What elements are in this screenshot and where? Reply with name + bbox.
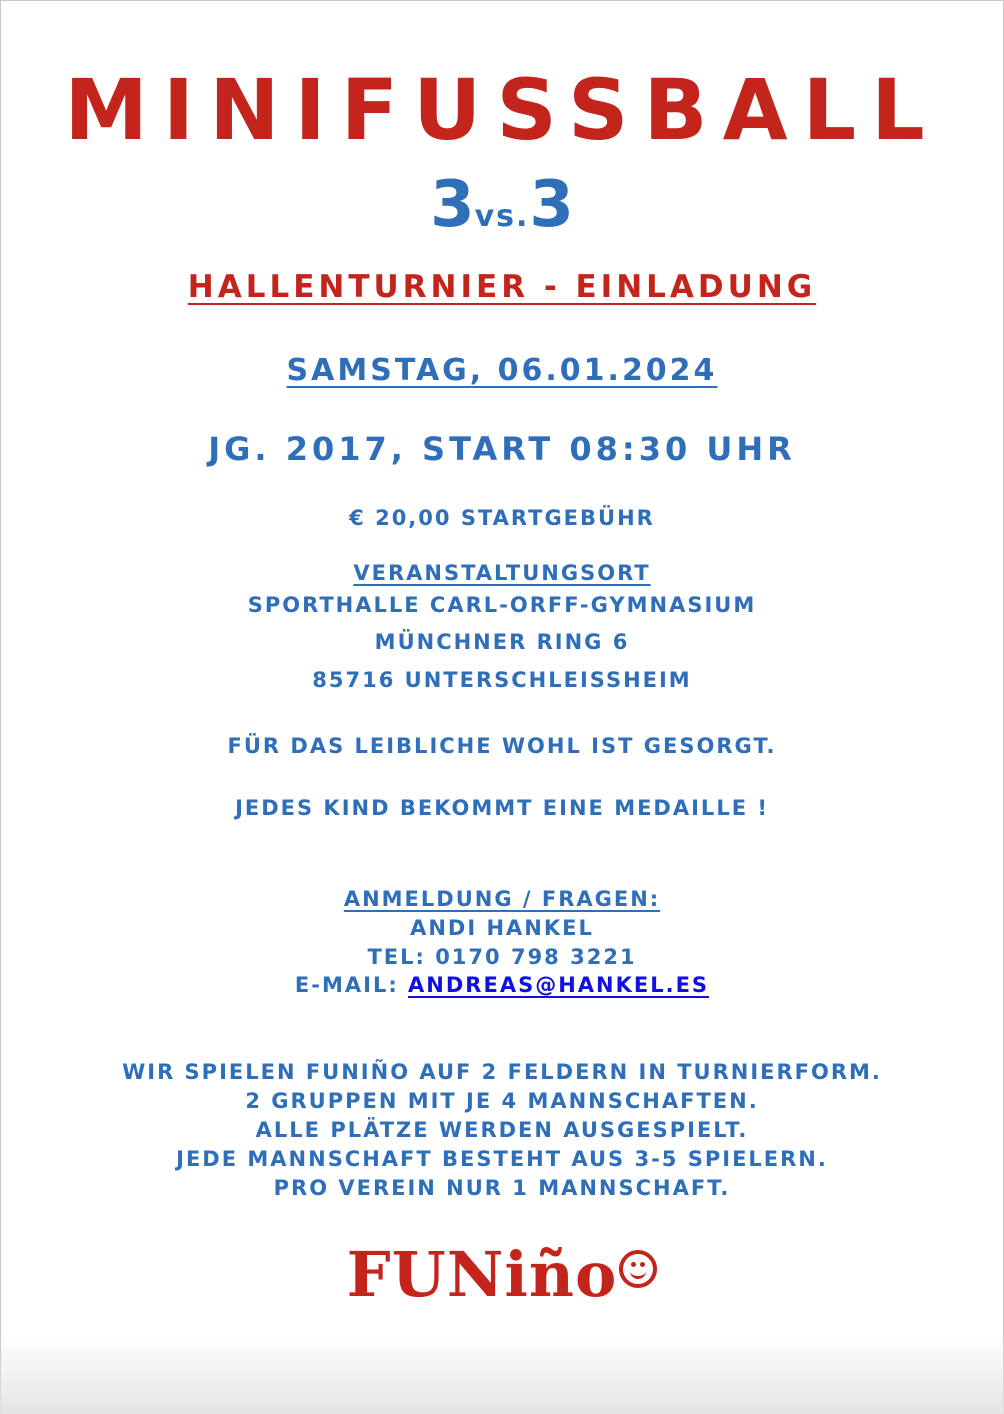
venue-street: MÜNCHNER RING 6	[374, 630, 630, 654]
rules-line: PRO VEREIN NUR 1 MANNSCHAFT.	[273, 1176, 731, 1200]
rules-line: JEDE MANNSCHAFT BESTEHT AUS 3-5 SPIELERN.	[176, 1147, 828, 1171]
matchup-vs: vs.	[474, 199, 530, 234]
email-label: E-MAIL:	[294, 973, 409, 997]
smiley-icon	[619, 1250, 657, 1288]
matchup-right: 3	[529, 168, 574, 242]
entry-fee: € 20,00 STARTGEBÜHR	[349, 506, 655, 530]
rules-line: WIR SPIELEN FUNIÑO AUF 2 FELDERN IN TURNIERFORM.	[122, 1060, 882, 1084]
rules-line: 2 GRUPPEN MIT JE 4 MANNSCHAFTEN.	[245, 1089, 759, 1113]
age-group-start: JG. 2017, START 08:30 UHR	[208, 430, 796, 468]
medal-note: JEDES KIND BEKOMMT EINE MEDAILLE !	[235, 796, 769, 820]
subtitle-text: HALLENTURNIER - EINLADUNG	[187, 269, 817, 305]
venue-city: 85716 UNTERSCHLEISSHEIM	[312, 668, 692, 692]
bottom-shadow	[0, 1334, 1004, 1414]
venue-name: SPORTHALLE CARL-ORFF-GYMNASIUM	[247, 593, 757, 617]
rules-line: ALLE PLÄTZE WERDEN AUSGESPIELT.	[255, 1118, 749, 1142]
venue-heading-text: VERANSTALTUNGSORT	[353, 561, 651, 585]
contact-heading	[1, 885, 1003, 913]
contact-heading-text: ANMELDUNG / FRAGEN:	[343, 887, 661, 911]
funino-logo	[1, 1235, 1003, 1315]
contact-phone: TEL: 0170 798 3221	[367, 945, 637, 969]
event-title: MINIFUSSBALL	[64, 61, 940, 159]
matchup-format	[1, 169, 1003, 253]
logo-text: FUNiño	[346, 1238, 618, 1311]
date-text: SAMSTAG, 06.01.2024	[286, 353, 718, 388]
venue-heading	[1, 559, 1003, 587]
email-link[interactable]: ANDREAS@HANKEL.ES	[408, 973, 710, 997]
contact-email-line	[1, 971, 1003, 999]
event-subtitle	[1, 267, 1003, 307]
contact-name: ANDI HANKEL	[410, 916, 594, 940]
matchup-left: 3	[430, 168, 475, 242]
catering-note: FÜR DAS LEIBLICHE WOHL IST GESORGT.	[227, 734, 777, 758]
event-date	[1, 351, 1003, 391]
